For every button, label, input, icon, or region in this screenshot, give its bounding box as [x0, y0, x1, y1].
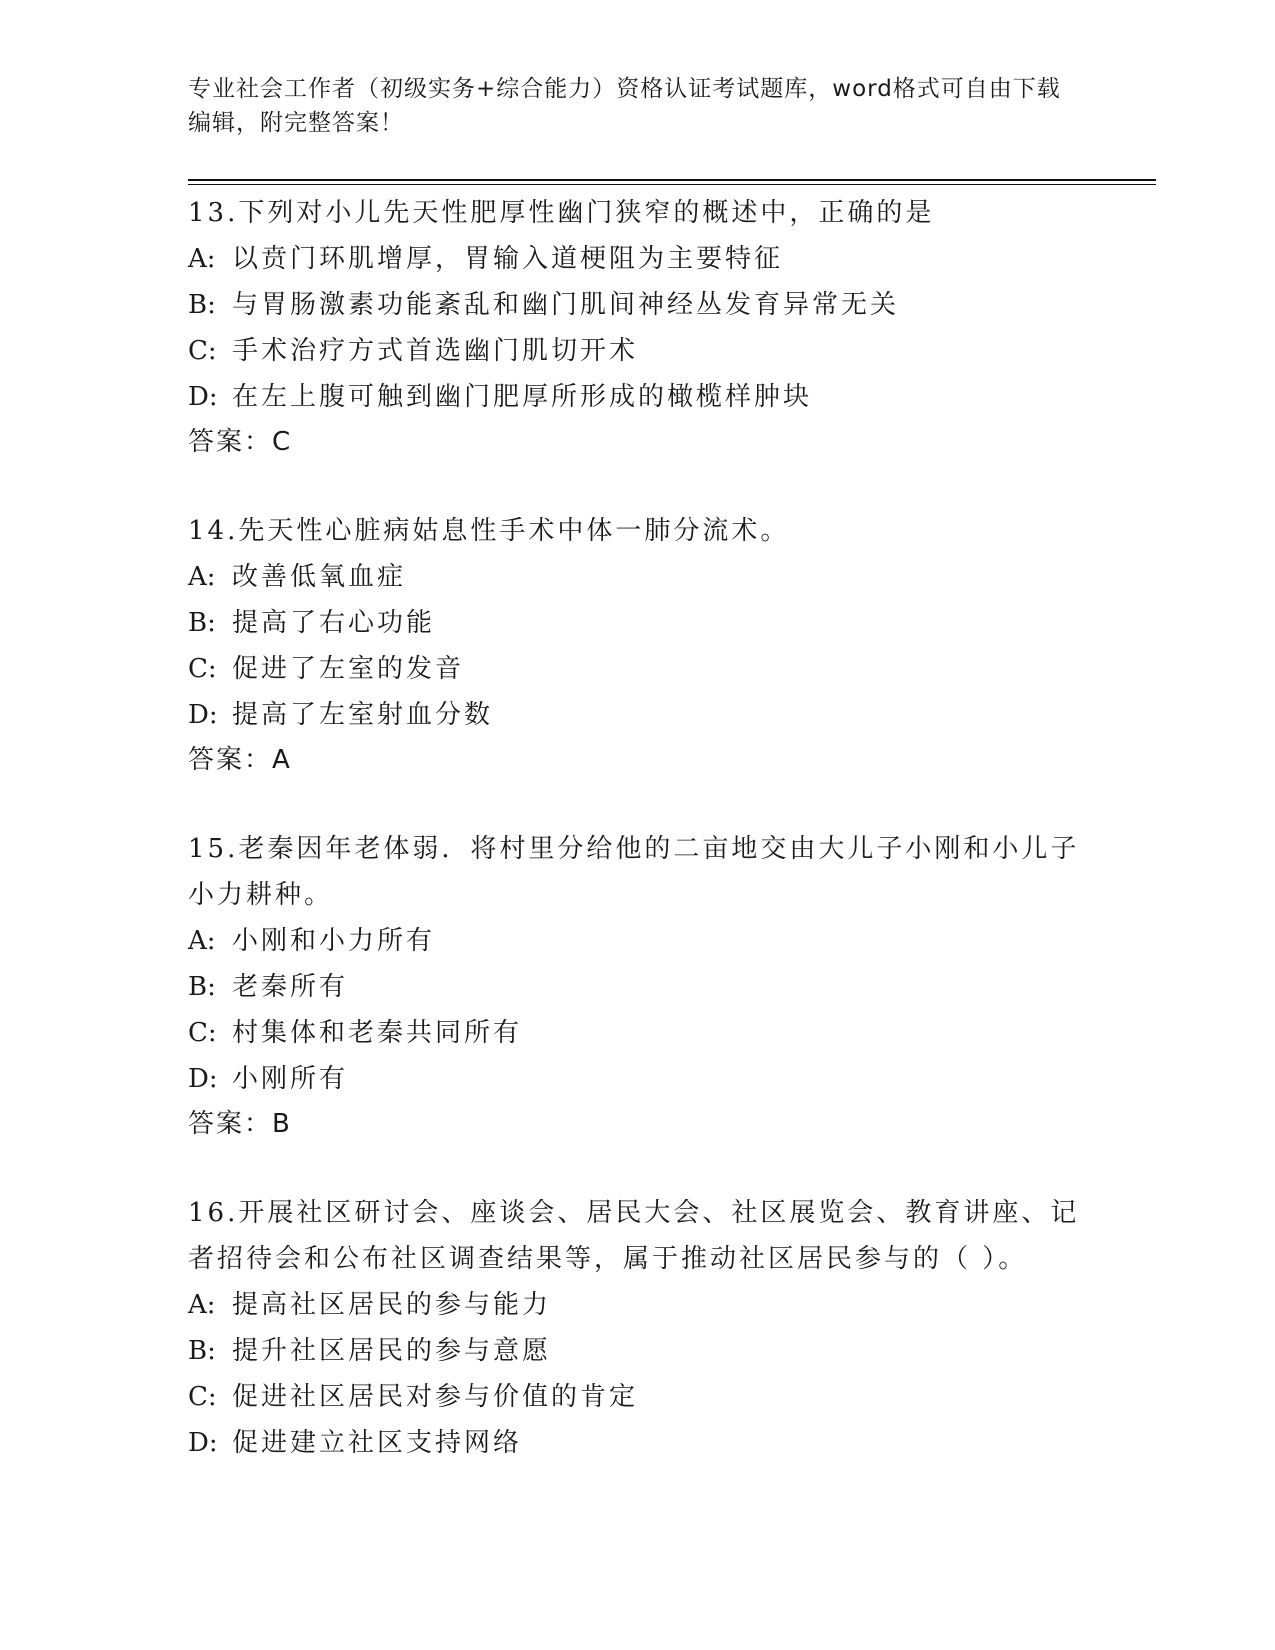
option-text: 小刚所有 — [232, 1064, 349, 1094]
option-key: C: — [188, 1018, 217, 1048]
option-key: B: — [188, 972, 216, 1002]
option-text: 老秦所有 — [232, 972, 349, 1002]
option-text: 促进了左室的发音 — [232, 654, 465, 684]
option-key: B: — [188, 1336, 216, 1366]
option-a — [188, 554, 1088, 600]
question-15 — [188, 826, 1088, 1146]
question-text: 14.先天性心脏病姑息性手术中体一肺分流术。 — [188, 516, 790, 546]
option-text: 以贲门环肌增厚，胃输入道梗阻为主要特征 — [232, 244, 784, 274]
option-text: 促进建立社区支持网络 — [232, 1428, 523, 1458]
option-d — [188, 1056, 1088, 1102]
option-a — [188, 1282, 1088, 1328]
question-13 — [188, 190, 1088, 464]
option-text: 提高社区居民的参与能力 — [232, 1290, 552, 1320]
question-text: 13.下列对小儿先天性肥厚性幽门狭窄的概述中，正确的是 — [188, 198, 935, 228]
header-line-2: 编辑，附完整答案！ — [188, 110, 404, 136]
question-14 — [188, 508, 1088, 782]
option-key: B: — [188, 608, 216, 638]
answer: 答案：C — [188, 427, 293, 457]
option-text: 促进社区居民对参与价值的肯定 — [232, 1382, 639, 1412]
question-list — [188, 190, 1088, 1510]
option-a — [188, 918, 1088, 964]
option-a — [188, 236, 1088, 282]
option-d — [188, 374, 1088, 420]
option-d — [188, 692, 1088, 738]
option-text: 改善低氧血症 — [232, 562, 407, 592]
option-c — [188, 328, 1088, 374]
option-text: 在左上腹可触到幽门肥厚所形成的橄榄样肿块 — [232, 382, 813, 412]
option-b — [188, 600, 1088, 646]
option-b — [188, 1328, 1088, 1374]
answer: 答案：A — [188, 745, 292, 775]
option-key: D: — [188, 382, 218, 412]
header-rule-thin — [188, 184, 1156, 185]
option-key: C: — [188, 654, 217, 684]
question-16 — [188, 1190, 1088, 1466]
option-key: A: — [188, 926, 216, 956]
option-text: 提升社区居民的参与意愿 — [232, 1336, 552, 1366]
option-text: 小刚和小力所有 — [232, 926, 436, 956]
page-header — [188, 72, 1088, 140]
option-text: 提高了右心功能 — [232, 608, 436, 638]
option-text: 提高了左室射血分数 — [232, 700, 494, 730]
option-key: B: — [188, 290, 216, 320]
question-text: 16.开展社区研讨会、座谈会、居民大会、社区展览会、教育讲座、记者招待会和公布社区调查结果等，属于推动社区居民参与的（ ）。 — [188, 1198, 1080, 1274]
option-key: C: — [188, 336, 217, 366]
option-b — [188, 964, 1088, 1010]
option-key: D: — [188, 1428, 218, 1458]
option-key: D: — [188, 1064, 218, 1094]
option-c — [188, 1010, 1088, 1056]
option-d — [188, 1420, 1088, 1466]
option-key: C: — [188, 1382, 217, 1412]
header-rule-thick — [188, 179, 1156, 181]
option-key: A: — [188, 562, 216, 592]
option-text: 手术治疗方式首选幽门肌切开术 — [232, 336, 639, 366]
header-line-1: 专业社会工作者（初级实务+综合能力）资格认证考试题库，word格式可自由下载 — [188, 76, 1061, 102]
option-c — [188, 646, 1088, 692]
option-key: A: — [188, 1290, 216, 1320]
answer: 答案：B — [188, 1109, 292, 1139]
option-text: 与胃肠激素功能紊乱和幽门肌间神经丛发育异常无关 — [232, 290, 900, 320]
option-key: D: — [188, 700, 218, 730]
option-text: 村集体和老秦共同所有 — [232, 1018, 523, 1048]
option-b — [188, 282, 1088, 328]
option-key: A: — [188, 244, 216, 274]
question-text: 15.老秦因年老体弱．将村里分给他的二亩地交由大儿子小刚和小儿子小力耕种。 — [188, 834, 1080, 910]
option-c — [188, 1374, 1088, 1420]
